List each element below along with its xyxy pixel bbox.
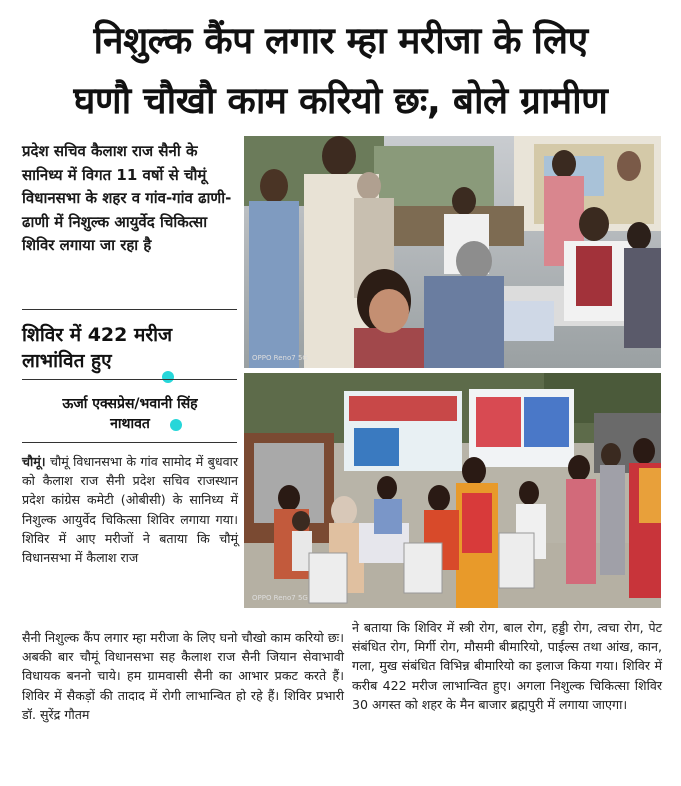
body-col1-bottom: सैनी निशुल्क कैंप लगार म्हा मरीजा के लिए घनो चौखो काम करियो छः। अबकी बार चौमूं विधानसभा सह कैलाश राज सैनी जियान सेवाभावी विधायक बननो चाये। हम ग्रामवासी सैनी का आभार प्रकट करते हैं। शिविर में सैकड़ों की तादाद में रोगी लाभान्वित हो रहे हैं। शिविर प्रभारी डॉ. सुरेंद्र गौतम [22, 630, 344, 722]
byline-line-2: नाथावत [110, 416, 150, 432]
divider-byline [22, 442, 237, 443]
dateline: चौमूं। [22, 454, 46, 469]
subhead: शिविर में 422 मरीज लाभांवित हुए [22, 324, 173, 372]
byline [30, 394, 230, 434]
camp-photo-1-image [244, 136, 661, 368]
camp-photo-1 [244, 136, 661, 368]
photo-1-watermark: OPPO Reno7 5G [252, 354, 308, 362]
body-col2: ने बताया कि शिविर में स्त्री रोग, बाल रोग, हड्डी रोग, त्वचा रोग, पेट संबंधित रोग, मिर्गी रोग, मौसमी बीमारियो, पाईल्स तथा आंख, कान, गला, मुख संबंधित विभिन्न बीमारियो का इलाज किया गया। शिविर में करीब 422 मरीज लाभान्वित हुए। अगला निशुल्क चिकित्सा शिविर 30 अगस्त को शहर के मैन बाजार ब्रह्मपुरी में लगाया जाएगा। [352, 620, 662, 712]
divider-lead [22, 309, 237, 310]
camp-photo-2-image [244, 373, 661, 608]
byline-line-1: ऊर्जा एक्सप्रेस/भवानी सिंह [62, 396, 198, 412]
accent-dot-1 [162, 371, 174, 383]
body-col1-top [22, 452, 238, 567]
lead-paragraph: प्रदेश सचिव कैलाश राज सैनी के सानिध्य में विगत 11 वर्षो से चौमूं विधानसभा के शहर व गांव-गांव ढाणी-ढाणी में निशुल्क आयुर्वेद चिकित्सा शिविर लगाया जा रहा है [22, 142, 232, 254]
body-col1-top-text: चौमूं विधानसभा के गांव सामोद में बुधवार को कैलाश राज सैनी प्रदेश सचिव राजस्थान प्रदेश कांग्रेस कमेटी (ओबीसी) के सानिध्य में निशुल्क आयुर्वेद चिकित्सा शिविर लगाया गया। शिविर में आए मरीजों ने बताया कि चौमूं विधानसभा में कैलाश राज [22, 454, 238, 566]
divider-subhead [22, 379, 237, 380]
headline-line-2: घणौ चौखौ काम करियो छः, बोले ग्रामीण [73, 79, 608, 122]
camp-photo-2 [244, 373, 661, 608]
headline-line-1: निशुल्क कैंप लगार म्हा मरीजा के लिए [93, 19, 588, 62]
photo-2-watermark: OPPO Reno7 5G [252, 594, 308, 602]
accent-dot-2 [170, 419, 182, 431]
